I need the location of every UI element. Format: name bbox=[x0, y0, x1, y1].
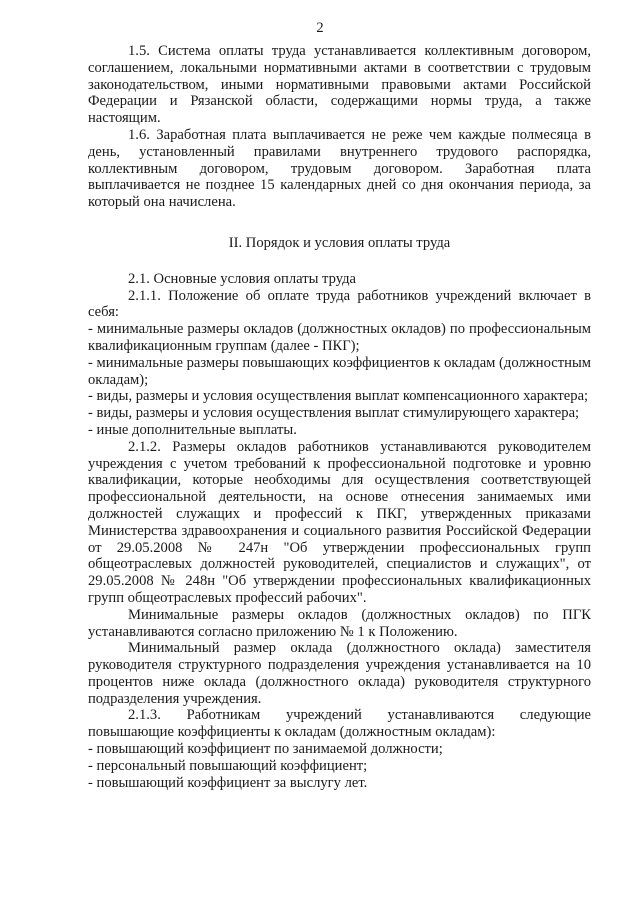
list-item: - иные дополнительные выплаты. bbox=[88, 421, 297, 438]
list-item: - повышающий коэффициент за выслугу лет. bbox=[88, 774, 368, 791]
paragraph-2-1-3: 2.1.3. Работникам учреждений устанавливаются следующие повышающие коэффициенты к окладам (должностным окладам): bbox=[88, 707, 591, 741]
list-item: - минимальные размеры окладов (должностных окладов) по профессиональным квалификационным группам (далее - ПКГ); bbox=[88, 321, 591, 354]
list-item: - виды, размеры и условия осуществления выплат компенсационного характера; bbox=[88, 388, 589, 405]
list-item: - повышающий коэффициент по занимаемой должности; bbox=[88, 741, 443, 758]
section-heading: II. Порядок и условия оплаты труда bbox=[228, 234, 451, 251]
list-item: - персональный повышающий коэффициент; bbox=[88, 757, 368, 774]
list-item: - минимальные размеры повышающих коэффициентов к окладам (должностным окладам); bbox=[88, 354, 591, 388]
paragraph-2-1-1: 2.1.1. Положение об оплате труда работников учреждений включает в себя: bbox=[88, 287, 591, 321]
paragraph-deputy-salary: Минимальный размер оклада (должностного оклада) заместителя руководителя структурного подразделения учреждения устанавливается на 10 процентов ниже оклада (должностного оклада) руководителя структурного подразделения учреждения. bbox=[88, 640, 591, 707]
paragraph-1-6: 1.6. Заработная плата выплачивается не реже чем каждые полмесяца в день, установленный правилами внутреннего трудового распорядка, коллективным договором, трудовым договором. Заработная плата выплачивается не позднее 15 календарных дней со дня окончания периода, за который она начислена. bbox=[88, 126, 591, 211]
paragraph-1-5: 1.5. Система оплаты труда устанавливается коллективным договором, соглашением, локальными нормативными актами в соответствии с трудовым законодательством, иными нормативными правовыми актами Российской Федерации и Рязанской области, содержащими нормы труда, а также настоящим. bbox=[88, 43, 591, 127]
document-body bbox=[88, 43, 591, 791]
subheading-2-1: 2.1. Основные условия оплаты труда bbox=[128, 270, 356, 287]
page-number: 2 bbox=[316, 20, 324, 36]
list-item: - виды, размеры и условия осуществления выплат стимулирующего характера; bbox=[88, 405, 580, 422]
paragraph-2-1-2: 2.1.2. Размеры окладов работников устанавливаются руководителем учреждения с учетом требований к профессиональной подготовке и уровню квалификации, которые необходимы для осуществления соответствующей профессиональной деятельности, на основе отнесения занимаемых ими должностей служащих и профессий к ПКГ, утвержденных приказами Министерства здравоохранения и социального развития Российской Федерации от 29.05.2008 № 247н "Об утверждении профессиональных групп общеотраслевых должностей руководителей, специалистов и служащих", от 29.05.2008 № 248н "Об утверждении профессиональных квалификационных групп общеотраслевых профессий рабочих". bbox=[88, 438, 591, 606]
paragraph-min-salaries: Минимальные размеры окладов (должностных окладов) по ПГК устанавливаются согласно приложению № 1 к Положению. bbox=[88, 606, 591, 640]
